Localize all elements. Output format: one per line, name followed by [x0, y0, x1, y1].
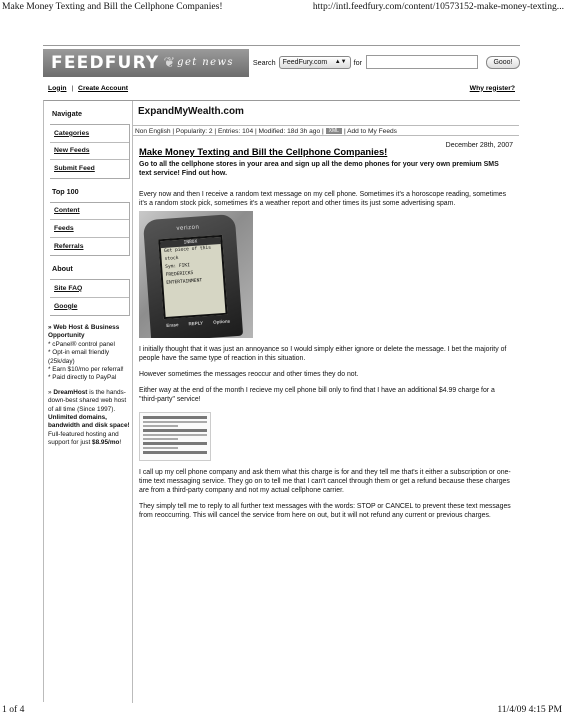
ad-dreamhost-link[interactable]: DreamHost	[53, 388, 88, 396]
separator: |	[71, 84, 74, 92]
sidebar	[46, 101, 131, 454]
softkey-erase: Erase	[166, 322, 179, 328]
feed-meta	[133, 125, 519, 136]
thumb-bar	[143, 429, 207, 432]
phone-softkeys	[166, 319, 230, 328]
thumb-bar	[143, 447, 178, 449]
print-url: http://intl.feedfury.com/content/10573152-make-money-texting...	[312, 1, 564, 12]
cellphone-image	[139, 211, 253, 338]
thumb-bar	[143, 442, 207, 445]
sidebar-item-content[interactable]: Content	[50, 203, 129, 221]
ad-text: is the hands-down-best shared web host of all time (Since 1997).	[48, 388, 127, 413]
search-scope-select[interactable]	[279, 56, 351, 69]
phone-body	[143, 214, 243, 338]
print-datetime: 11/4/09 4:15 PM	[497, 704, 562, 715]
sidebar-item-categories[interactable]: Categories	[50, 125, 129, 143]
for-label: for	[353, 57, 362, 67]
logo-text: FEEDFURY	[51, 52, 160, 73]
sidebar-item-referrals[interactable]: Referrals	[54, 242, 84, 250]
search-form	[253, 55, 520, 69]
print-page-number: 1 of 4	[2, 704, 25, 715]
sidebar-ads	[46, 316, 130, 448]
ad-text: Full-featured hosting and support for just	[48, 430, 119, 447]
about-menu	[50, 279, 130, 316]
ad-prefix: »	[48, 388, 54, 396]
sidebar-item-new-feeds[interactable]: New Feeds	[50, 143, 129, 161]
why-register-link[interactable]: Why register?	[469, 84, 515, 92]
ad-line: * Paid directly to PayPal	[48, 374, 117, 382]
softkey-reply: REPLY	[188, 320, 204, 327]
phone-brand: verizon	[176, 224, 200, 233]
bill-screenshot-image	[139, 412, 211, 461]
ad-dreamhost[interactable]	[48, 389, 130, 448]
feed-meta-text: Non English | Popularity: 2 | Entries: 104 | Modified: 18d 3h ago |	[135, 127, 324, 135]
phone-screen-line: ENTERTAINMENT	[166, 278, 203, 286]
site-header	[43, 45, 520, 78]
thumb-bar	[143, 425, 178, 427]
top-100-heading: Top 100	[52, 186, 79, 196]
xml-feed-button[interactable]: XML	[326, 128, 342, 134]
content-layout	[43, 100, 520, 702]
feed-title[interactable]: ExpandMyWealth.com	[138, 106, 244, 117]
leaf-icon: ❦	[163, 54, 176, 70]
post-date: December 28th, 2007	[445, 142, 513, 149]
site	[43, 45, 520, 702]
login-bar	[43, 80, 520, 96]
navigate-heading: Navigate	[52, 109, 82, 118]
phone-screen-line: Get piece of this	[163, 245, 212, 254]
post-paragraph: However sometimes the messages reoccur and other times they do not.	[139, 371, 359, 378]
search-label: Search	[252, 57, 276, 67]
thumb-bar	[143, 451, 207, 454]
logo-tagline: get news	[177, 57, 234, 68]
post-title[interactable]: Make Money Texting and Bill the Cellphone Companies!	[139, 146, 388, 157]
search-input[interactable]	[366, 55, 478, 69]
ad-web-host[interactable]	[48, 324, 130, 383]
sidebar-item-google[interactable]: Google	[54, 302, 78, 310]
chevron-updown-icon: ▲▼	[334, 59, 347, 65]
navigate-menu	[50, 124, 130, 179]
post-intro: Go to all the cellphone stores in your area and sign up all the demo phones for your very own premium SMS text service! Find out how.	[139, 161, 499, 177]
post-paragraph: I initially thought that it was just an annoyance so I would simply either ignore or delete the message. I bet the majority of people have the same type of reaction in this situation.	[139, 346, 507, 362]
print-footer	[0, 704, 566, 717]
ad-line: * Earn $10/mo per referral!	[48, 366, 124, 374]
print-header	[0, 0, 566, 14]
add-to-my-feeds-link[interactable]: | Add to My Feeds	[343, 127, 397, 135]
ad-end: !	[119, 439, 122, 447]
post-paragraph: Every now and then I receive a random text message on my cell phone. Sometimes it's a horoscope reading, sometimes it's a random stock pick, sometimes it's a weather report and other times its just some advertising spam.	[139, 191, 507, 207]
main-content	[132, 101, 519, 703]
post-paragraph: They simply tell me to reply to all further text messages with the words: STOP or CANCEL to prevent these text messages from reoccurring. This will cancel the service from here on out, but it will not refund any current or previous charges.	[139, 503, 511, 519]
feedfury-logo[interactable]	[43, 49, 249, 77]
phone-screen-title: INBOX	[160, 237, 220, 248]
sidebar-item-site-faq[interactable]: Site FAQ	[50, 280, 129, 298]
search-scope-value: FeedFury.com	[282, 58, 328, 66]
sidebar-item-submit-feed[interactable]: Submit Feed	[54, 165, 95, 173]
sidebar-item-feeds[interactable]: Feeds	[50, 220, 129, 238]
login-link[interactable]: Login	[48, 84, 67, 92]
phone-screen-line: FREDERICKS	[165, 270, 194, 278]
go-button[interactable]: Gooo!	[486, 56, 520, 69]
create-account-link[interactable]: Create Account	[78, 84, 129, 92]
phone-screen-line: stock	[164, 255, 179, 262]
phone-screen	[158, 235, 227, 319]
ad-line: * cPanel® control panel	[48, 340, 115, 348]
ad-price: $8.95/mo	[92, 439, 120, 447]
ad-line: * Opt-in email friendly (25k/day)	[48, 349, 110, 365]
thumb-bar	[143, 421, 207, 423]
post-paragraph: I call up my cell phone company and ask them what this charge is for and they tell me that's it either a subscription or one-time text messaging service. They go on to tell me that I can't cancel through them or get a refund because these charges are from a third-party company and not my actual cellphone carrier.	[139, 469, 511, 494]
phone-screen-line: Sym: FIKI	[165, 263, 191, 270]
post-paragraph: Either way at the end of the month I recieve my cell phone bill only to find that I have an additional $4.99 charge for a "third-party" service!	[139, 387, 495, 403]
about-heading: About	[52, 264, 73, 273]
print-page-title: Make Money Texting and Bill the Cellphone Companies!	[2, 1, 223, 12]
softkey-options: Options	[212, 318, 231, 325]
ad-web-host-title[interactable]: » Web Host & Business Opportunity	[48, 324, 120, 340]
post-header	[139, 142, 513, 158]
top-100-menu	[50, 202, 130, 257]
ad-bold-text: Unlimited domains, bandwidth and disk space!	[48, 414, 130, 430]
post	[133, 136, 519, 520]
thumb-bar	[143, 438, 178, 440]
thumb-bar	[143, 416, 207, 419]
thumb-bar	[143, 434, 207, 436]
